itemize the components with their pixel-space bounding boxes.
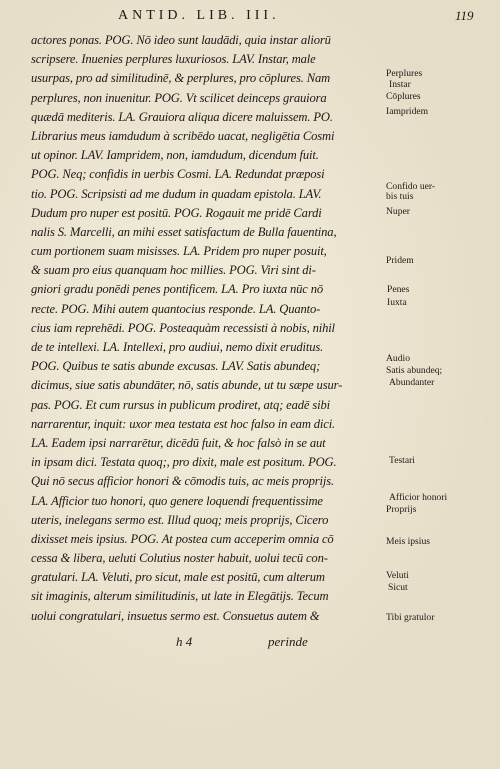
signature-mark: h 4 — [176, 634, 193, 649]
text-line: recte. POG. Mihi autem quantocius responde. LA. Quanto- — [31, 301, 321, 316]
margin-note: Instar — [389, 79, 411, 90]
margin-note: Testari — [389, 455, 415, 466]
text-line: dixisset meis ipsius. POG. At postea cum acceperim omnia cō — [31, 531, 334, 546]
text-line: POG. Neq; confidis in uerbis Cosmi. LA. Redundat præposi — [31, 167, 325, 182]
margin-note: Audio — [386, 353, 410, 364]
text-line: Librarius meus iamdudum à scribēdo uacat, negligētia Cosmi — [31, 128, 335, 143]
margin-note: Satis abundeq; — [386, 365, 443, 376]
margin-note: Perplures — [386, 68, 423, 79]
text-line: pas. POG. Et cum rursus in publicum prodiret, atq; eadē sibi — [31, 397, 330, 412]
margin-note: Nuper — [386, 206, 410, 217]
text-line: ut opinor. LAV. Iampridem, non, iamdudum, dicendum fuit. — [31, 148, 319, 163]
text-line: cius iam reprehēdi. POG. Posteaquàm recessisti à nobis, nihil — [31, 320, 335, 335]
margin-note: Iuxta — [387, 297, 407, 308]
text-line: POG. Quibus te satis abunde excusas. LAV. Satis abundeq; — [31, 359, 321, 374]
margin-note: Iampridem — [386, 106, 429, 117]
page-number: 119 — [455, 8, 474, 23]
margin-note: Abundanter — [389, 377, 435, 388]
text-line: LA. Afficior tuo honori, quo genere loquendi frequentissime — [31, 493, 323, 508]
text-line: gniori gradu ponēdi penes pontificem. LA. Pro iuxta nūc nō — [31, 282, 324, 297]
margin-note: Afficior honori — [389, 492, 448, 503]
text-line: in ipsam dici. Testata quoq;, pro dixit, male est positum. POG. — [31, 455, 337, 470]
margin-note: Sicut — [388, 582, 408, 593]
text-line: uteris, inelegans sermo est. Illud quoq; meis proprijs, Cicero — [31, 512, 329, 527]
text-line: perplures, non inuenitur. POG. Vt scilicet deinceps grauiora — [31, 90, 327, 105]
text-line: narrarentur, inquit: uxor mea testata est hoc falso in eam dici. — [31, 416, 336, 431]
text-line: gratulari. LA. Veluti, pro sicut, male est positū, cum alterum — [31, 570, 325, 585]
text-line: scripsere. Inuenies perplures luxuriosos. LAV. Instar, male — [31, 52, 316, 67]
text-line: tio. POG. Scripsisti ad me dudum in quadam epistola. LAV. — [31, 186, 322, 201]
margin-note: Meis ipsius — [386, 536, 430, 547]
text-line: nalis S. Marcelli, an mihi esset satisfactum de Bulla fauentina, — [31, 224, 337, 239]
main-text-block — [31, 31, 386, 626]
text-line: Dudum pro nuper est positū. POG. Rogauit me pridē Cardi — [31, 205, 322, 220]
margin-note: Pridem — [386, 255, 414, 266]
text-line: LA. Eadem ipsi narrarētur, dicēdū fuit, & hoc falsò in se aut — [31, 435, 326, 450]
margin-note: Cōplures — [386, 91, 421, 102]
margin-note: Veluti — [386, 570, 409, 581]
text-line: de te intellexi. LA. Intellexi, pro audiui, nemo dixit eruditus. — [31, 340, 324, 354]
margin-note: Tibi gratulor — [386, 612, 435, 623]
text-line: quædā mediteris. LA. Grauiora aliqua dicere maluissem. PO. — [31, 109, 333, 124]
text-line: dicimus, siue satis abundāter, nō, satis abunde, ut tu sæpe usur- — [31, 378, 343, 393]
text-line: sit imaginis, alterum similitudinis, ut late in Elegātijs. Tecum — [31, 589, 329, 604]
text-line: actores ponas. POG. Nō ideo sunt laudādi, quia instar aliorū — [31, 33, 331, 47]
text-line: cessa & libera, ueluti Colutius noster habuit, uolui tecū con- — [31, 551, 328, 566]
text-line: uolui congratulari, insuetus sermo est. Consuetus autem & — [31, 608, 320, 623]
text-line: usurpas, pro ad similitudinē, & perplures, pro cōplures. Nam — [31, 71, 331, 86]
margin-note: Penes — [387, 284, 410, 295]
margin-note: Proprijs — [386, 504, 417, 515]
margin-notes-column — [386, 0, 500, 769]
text-line: & suam pro eius quanquam hoc millies. POG. Viri sint di- — [31, 263, 316, 278]
catchword: perinde — [268, 634, 308, 649]
running-head: ANTID. LIB. III. — [118, 8, 280, 23]
margin-note: Confido uer- bis tuis — [386, 181, 436, 202]
text-line: Qui nō secus afficior honori & cōmodis tuis, ac meis proprijs. — [31, 474, 334, 489]
text-line: cum portionem suam misisses. LA. Pridem pro nuper posuit, — [31, 244, 327, 259]
